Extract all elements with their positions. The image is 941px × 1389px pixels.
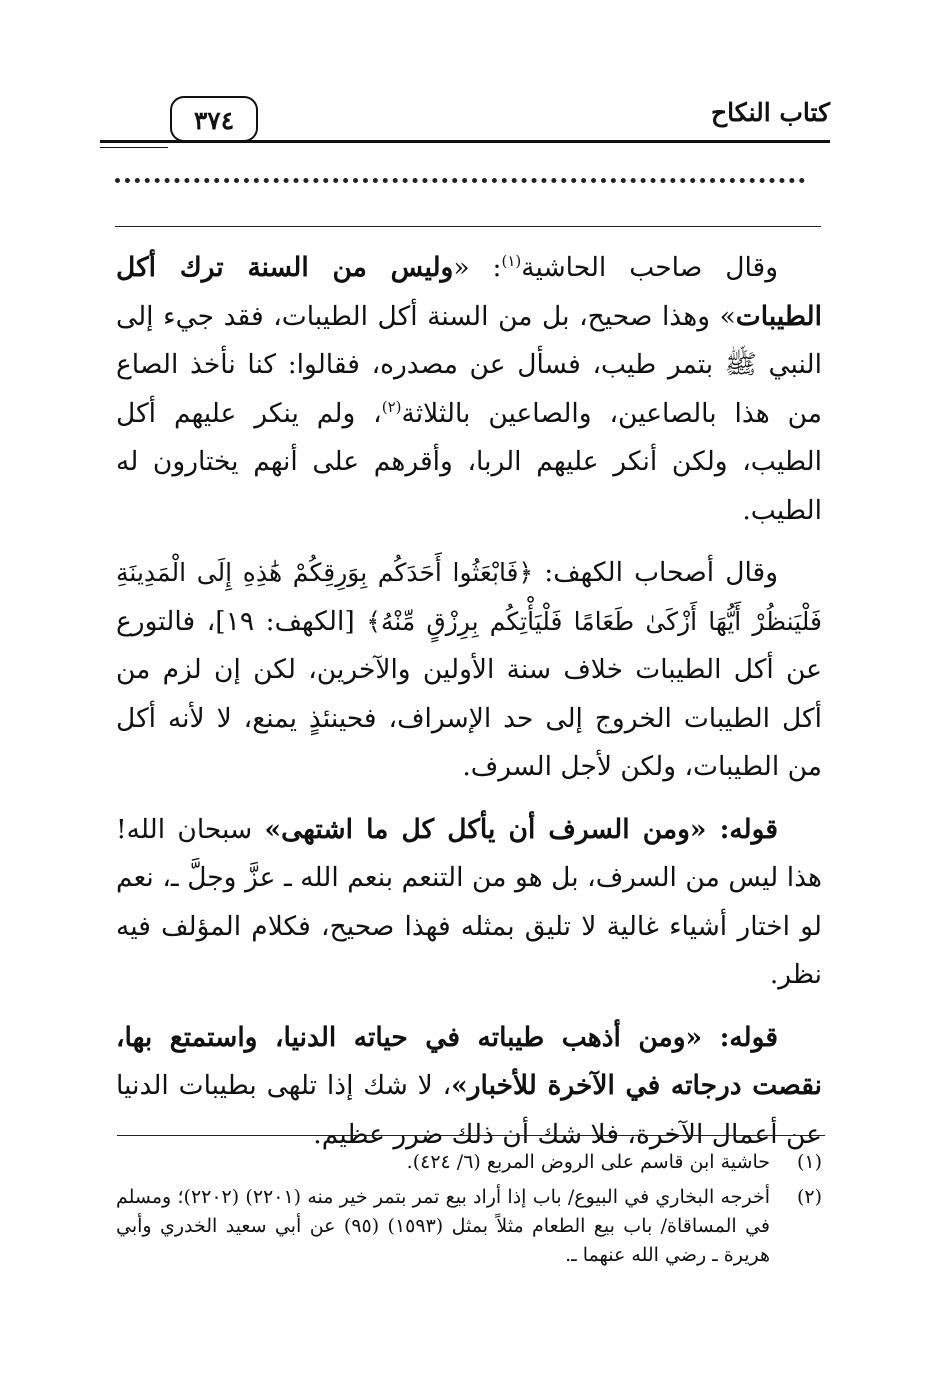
p1-bold-quote: وليس من السنة ترك أكل الطيبات: [116, 252, 822, 332]
p2-text-a: وقال أصحاب الكهف:: [533, 557, 778, 588]
footnote-text: حاشية ابن قاسم على الروض المربع (٦/ ٤٢٤).: [406, 1151, 770, 1173]
footnote-separator: [117, 1135, 825, 1136]
p1-text-d: » وهذا صحيح، بل من السنة أكل الطيبات، فقد جيء إلى النبي ﷺ بتمر طيب، فسأل عن مصدره، فقالوا: كنا نأخذ الصاع من هذا بالصاعين، والصاعين بالثلاثة: [116, 300, 822, 429]
footnote-ref-2: (٢): [381, 397, 402, 416]
page-header: [100, 96, 830, 156]
paragraph-3: [116, 806, 822, 1000]
p2-text-b: ، فالتورع عن أكل الطيبات خلاف سنة الأولين والآخرين، لكن إن لزم من أكل الطيبات الخروج إلى حد الإسراف، فحينئذٍ يمنع، لا لأنه أكل من الطيبات، ولكن لأجل السرف.: [116, 605, 822, 782]
p4-text: ، لا شك إذا تلهى بطيبات الدنيا عن أعمال الآخرة، فلا شك أن ذلك ضرر عظيم.: [116, 1070, 822, 1150]
main-text: [116, 244, 822, 1159]
page-number: ٣٧٤: [170, 96, 258, 142]
footnote-ref-1: (١): [501, 252, 522, 271]
p3-text: سبحان الله! هذا ليس من السرف، بل هو من التنعم بنعم الله ـ عزَّ وجلَّ ـ، نعم لو اختار أشياء غالية لا تليق بمثله فهذا صحيح، فكلام المؤلف فيه نظر.: [116, 813, 822, 990]
p4-label: قوله:: [702, 1021, 778, 1053]
verse-citation: [الكهف: ١٩]: [215, 605, 367, 637]
p1-text-e: ، ولم ينكر عليهم أكل الطيب، ولكن أنكر عليهم الربا، وأقرهم على أنهم يختارون له الطيب.: [116, 397, 822, 526]
quran-verse: ﴿فَابْعَثُوا أَحَدَكُم بِوَرِقِكُمْ هَٰذِهِ إِلَى الْمَدِينَةِ فَلْيَنظُرْ أَيُّهَا أَزْكَىٰ طَعَامًا فَلْيَأْتِكُم بِرِزْقٍ مِّنْهُ﴾: [116, 558, 822, 636]
paragraph-1: [116, 244, 822, 535]
footnote-1: [116, 1148, 822, 1177]
footnote-number: (٢): [796, 1186, 822, 1208]
p4-quote: «ومن أذهب طيباته في حياته الدنيا، واستمتع بها، نقصت درجاته في الآخرة للأخبار»: [116, 1021, 822, 1101]
p3-label: قوله:: [706, 813, 778, 845]
dotted-separator: [115, 178, 805, 183]
separator-line: [115, 226, 821, 227]
book-title: كتاب النكاح: [711, 98, 830, 127]
footnotes: [116, 1148, 822, 1276]
footnote-number: (١): [796, 1151, 822, 1173]
p1-text-b: : «: [453, 252, 502, 283]
header-rule-thin: [100, 147, 168, 148]
paragraph-4: [116, 1014, 822, 1160]
p3-quote: «ومن السرف أن يأكل كل ما اشتهى»: [264, 813, 707, 845]
footnote-2: [116, 1183, 822, 1270]
footnote-text: أخرجه البخاري في البيوع/ باب إذا أراد بيع تمر بتمر خير منه (٢٢٠١) (٢٢٠٢)؛ ومسلم في المساقاة/ باب بيع الطعام مثلاً بمثل (١٥٩٣) (٩٥) عن أبي سعيد الخدري وأبي هريرة ـ رضي الله عنهما ـ.: [116, 1186, 770, 1266]
paragraph-2: [116, 549, 822, 792]
p1-text-a: وقال صاحب الحاشية: [521, 252, 778, 283]
